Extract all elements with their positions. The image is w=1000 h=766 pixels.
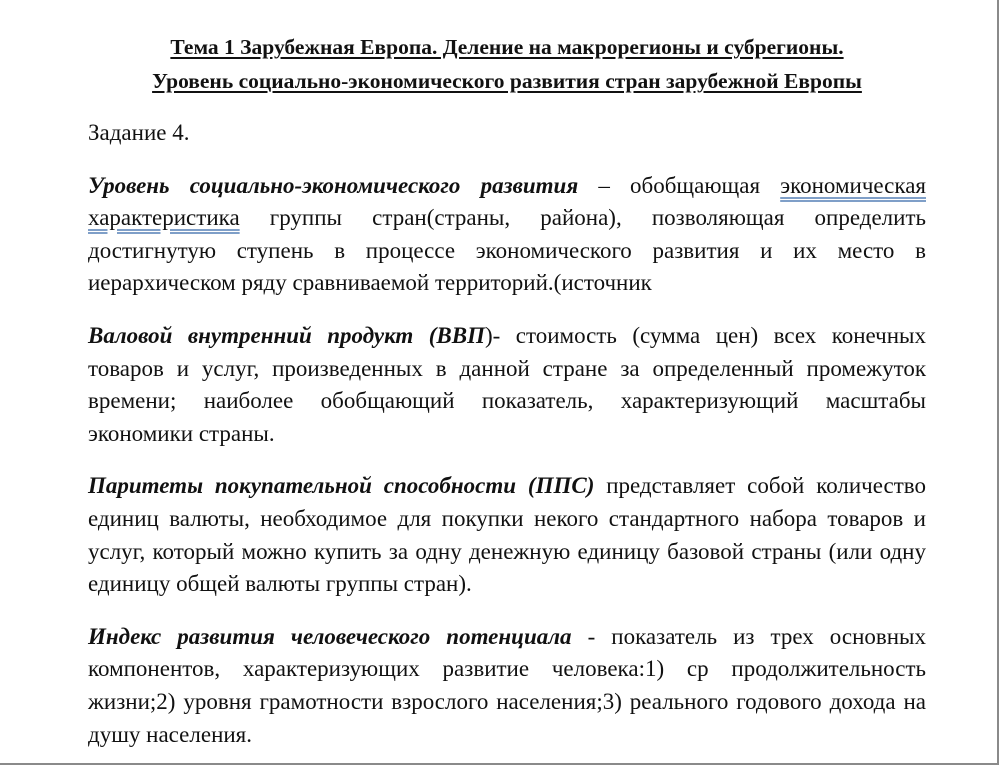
term: Уровень социально-экономического развития <box>88 172 579 198</box>
paragraph-text: )- стоимость (сумма цен) всех конечных товаров и услуг, произведенных в данной стране за определенный промежуток времени; наиболее обобщающий показатель, характеризующий масштабы экономики страны. <box>88 322 926 446</box>
title-line-1: Тема 1 Зарубежная Европа. Деление на макрорегионы и субрегионы. <box>170 35 844 59</box>
paragraph-text: – обобщающая <box>578 172 781 198</box>
paragraph-text: группы стран(страны, района), позволяющая определить достигнутую ступень в процессе экономического развития и их место в иерархическом ряду сравниваемой территорий.(источник <box>88 205 926 296</box>
document-body <box>88 30 926 751</box>
document-title <box>88 30 926 98</box>
paragraph-gdp <box>88 320 926 450</box>
title-line-2: Уровень социально-экономического развития стран зарубежной Европы <box>152 69 862 93</box>
grammar-underlined-text: экономическая характеристика <box>88 172 926 231</box>
paragraph-ppp <box>88 470 926 600</box>
term: Индекс развития человеческого потенциала <box>88 623 572 649</box>
paragraph-text: представляет собой количество единиц валюты, необходимое для покупки некого стандартного набора товаров и услуг, который можно купить за одну денежную единицу базовой страны (или одну единицу общей валюты группы стран). <box>88 473 926 597</box>
paragraph-hdi <box>88 621 926 751</box>
paragraph-text: - показатель из трех основных компонентов, характеризующих развитие человека:1) ср продолжительность жизни;2) уровня грамотности взрослого населения;3) реального годового дохода на душу населения. <box>88 623 926 747</box>
task-label: Задание 4. <box>88 120 190 145</box>
term: Валовой внутренний продукт (ВВП <box>88 322 485 348</box>
paragraph-socioeconomic-level <box>88 170 926 300</box>
term: Паритеты покупательной способности (ППС) <box>88 473 595 499</box>
